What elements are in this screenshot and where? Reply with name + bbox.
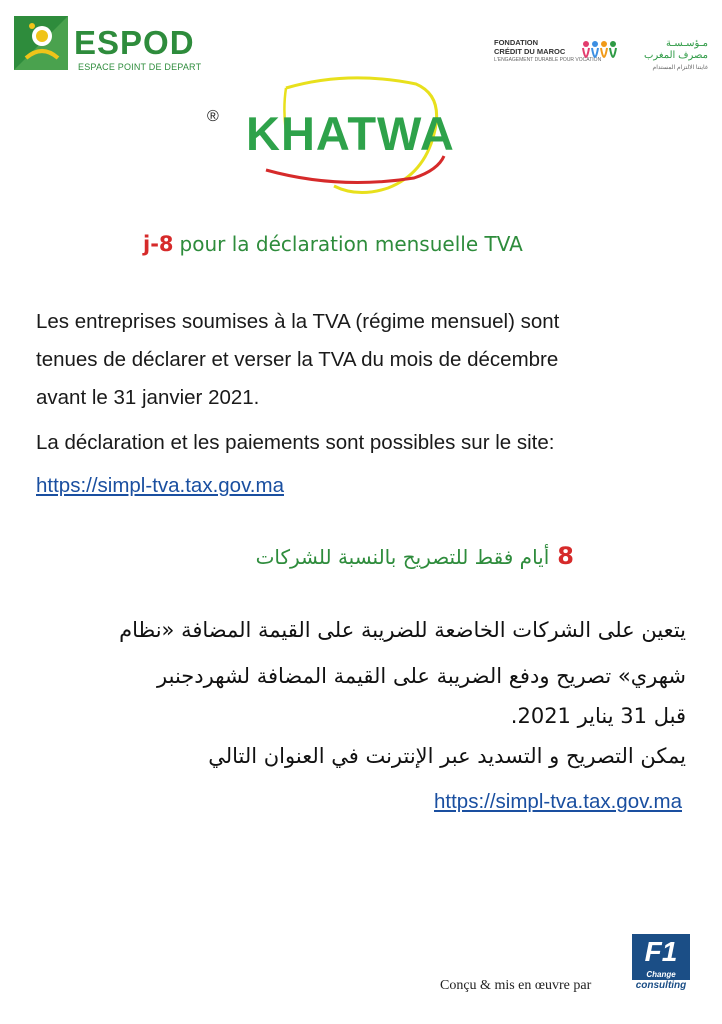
registered-mark: ® xyxy=(207,108,219,125)
fondation-ar-line1: مـؤسـسـة xyxy=(666,38,708,49)
ar-site-link[interactable]: https://simpl-tva.tax.gov.ma xyxy=(434,790,682,813)
fr-site-link[interactable]: https://simpl-tva.tax.gov.ma xyxy=(36,474,284,497)
ar-heading-highlight: 8 xyxy=(557,542,574,570)
espod-mark-icon xyxy=(12,14,70,72)
f1-consulting-logo xyxy=(632,934,690,992)
fondation-ar-tagline: غايتنا الالتزام المستدام xyxy=(652,65,708,71)
f1-consulting-text: consulting xyxy=(635,980,687,991)
fondation-fr-line2: CRÉDIT DU MAROC xyxy=(494,47,566,56)
khatwa-name: KHATWA xyxy=(246,107,455,160)
ar-paragraph-line2: شهري» تصريح ودفع الضريبة على القيمة المضافة لشهردجنبر xyxy=(157,664,686,688)
espod-subtitle: ESPACE POINT DE DEPART xyxy=(78,62,202,72)
credit-text: Conçu & mis en œuvre par xyxy=(440,978,592,993)
fr-heading xyxy=(143,232,523,256)
fondation-people-icon xyxy=(580,38,620,68)
fondation-fr-tagline: L'ENGAGEMENT DURABLE POUR VOCATION xyxy=(494,57,602,63)
ar-heading-text: أيام فقط للتصريح بالنسبة للشركات xyxy=(255,545,550,569)
fr-paragraph-line4: La déclaration et les paiements sont possibles sur le site: xyxy=(36,431,555,454)
fr-paragraph-line1: Les entreprises soumises à la TVA (régime mensuel) sont xyxy=(36,310,560,333)
ar-paragraph-line3: قبل 31 يناير 2021. xyxy=(510,704,686,728)
fr-paragraph-line3: avant le 31 janvier 2021. xyxy=(36,386,260,409)
fondation-fr-line1: FONDATION xyxy=(494,38,539,47)
f1-change-text: Change xyxy=(632,970,690,980)
espod-logo xyxy=(12,10,202,76)
khatwa-logo xyxy=(238,74,478,204)
fondation-logo xyxy=(494,38,714,78)
espod-name: ESPOD xyxy=(74,24,195,61)
ar-heading xyxy=(256,542,574,570)
fondation-ar-text xyxy=(644,38,708,74)
ar-paragraph-line1: يتعين على الشركات الخاضعة للضريبة على القيمة المضافة «نظام xyxy=(119,618,686,642)
f1-mark: F1 xyxy=(644,936,678,967)
fr-heading-highlight: j-8 xyxy=(143,232,174,256)
fondation-ar-line2: مصرف المغرب xyxy=(643,50,708,61)
ar-paragraph-line4: يمكن التصريح و التسديد عبر الإنترنت في العنوان التالي xyxy=(208,744,686,768)
fr-heading-text: pour la déclaration mensuelle TVA xyxy=(179,232,523,256)
fr-paragraph-line2: tenues de déclarer et verser la TVA du mois de décembre xyxy=(36,348,559,371)
